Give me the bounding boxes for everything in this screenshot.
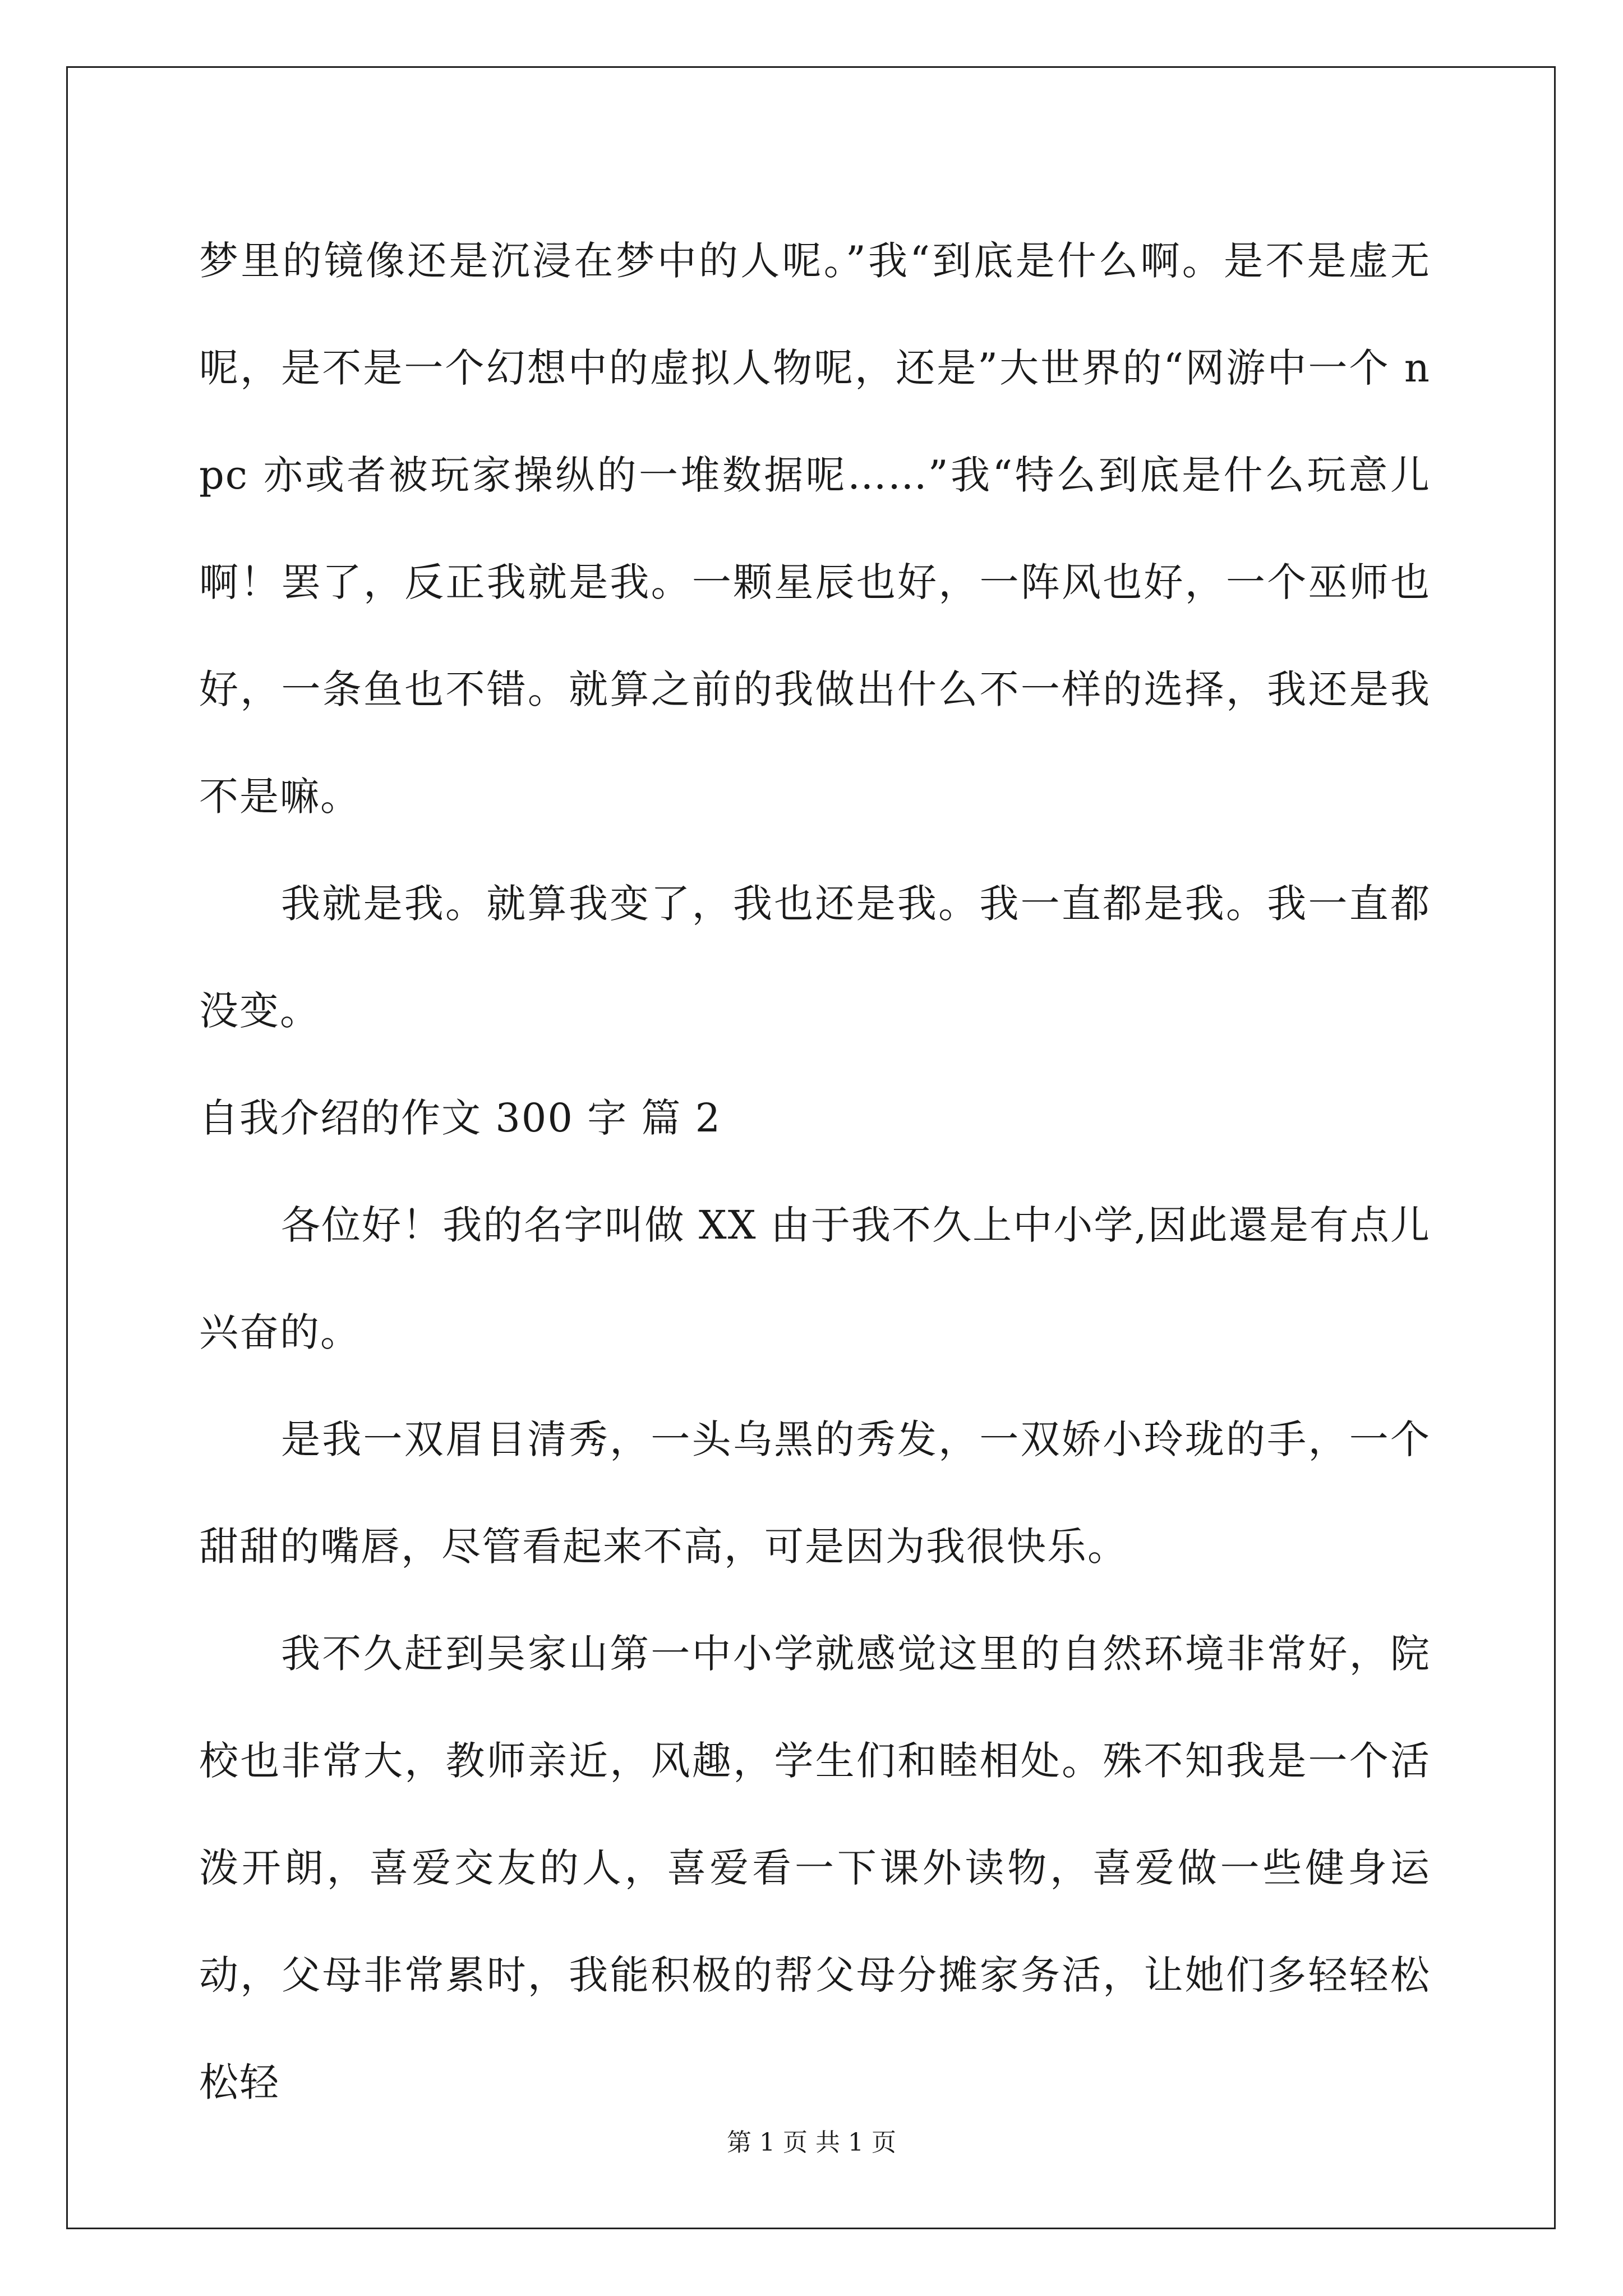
section-heading: 自我介绍的作文 300 字 篇 2: [199, 1095, 722, 1141]
section-paragraph-3: 我不久赶到吴家山第一中小学就感觉这里的自然环境非常好，院校也非常大，教师亲近，风趣，学生们和睦相处。殊不知我是一个活泼开朗，喜爱交友的人，喜爱看一下课外读物，喜爱做一些健身运动，父母非常累时，我能积极的帮父母分摊家务活，让她们多轻轻松松轻: [199, 1631, 1431, 2105]
document-body: [199, 208, 1431, 2136]
section-paragraph-1: 各位好！我的名字叫做 XX 由于我不久上中小学,因此還是有点儿兴奋的。: [199, 1202, 1431, 1355]
page-footer: 第 1 页 共 1 页: [727, 2128, 896, 2157]
paragraph-1: 梦里的镜像还是沉浸在梦中的人呢。”我“到底是什么啊。是不是虚无呢，是不是一个幻想中的虚拟人物呢，还是”大世界的“网游中一个 npc 亦或者被玩家操纵的一堆数据呢……”我“特么到底是什么玩意儿啊！罢了，反正我就是我。一颗星辰也好，一阵风也好，一个巫师也好，一条鱼也不错。就算之前的我做出什么不一样的选择，我还是我不是嘛。: [199, 238, 1431, 820]
section-paragraph-2: 是我一双眉目清秀，一头乌黑的秀发，一双娇小玲珑的手，一个甜甜的嘴唇，尽管看起来不高，可是因为我很快乐。: [199, 1416, 1431, 1570]
paragraph-2: 我就是我。就算我变了，我也还是我。我一直都是我。我一直都没变。: [199, 881, 1431, 1034]
